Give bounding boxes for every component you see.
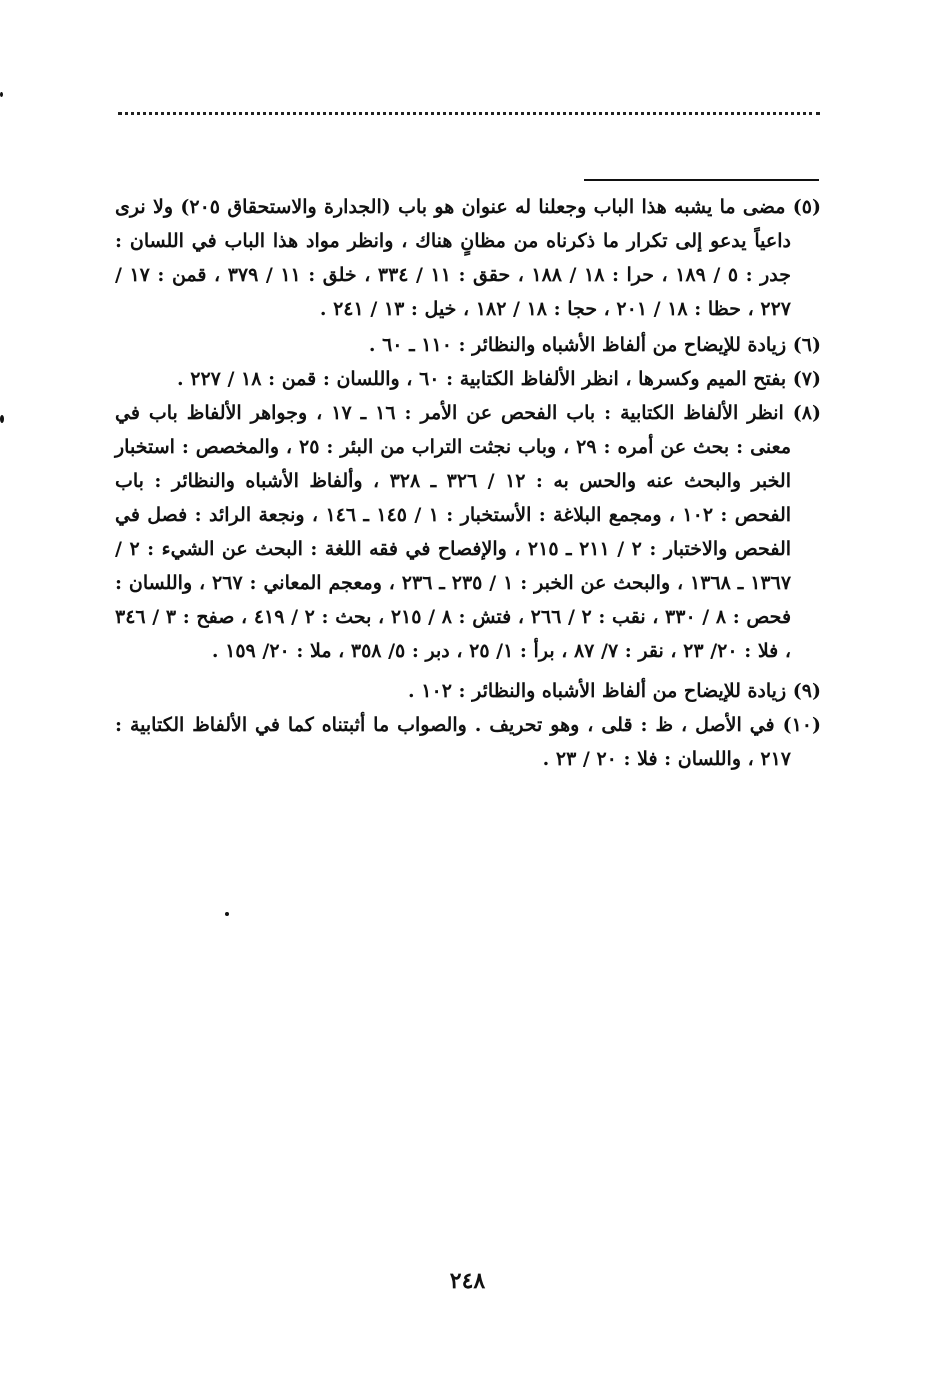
footnote-text: مضى ما يشبه هذا الباب وجعلنا له عنوان هو باب (الجدارة والاستحقاق ٢٠٥) ولا نرى داعياً يدعو إلى تكرار ما ذكرناه من مظانٍ هناك ، وانظر مواد هذا الباب في اللسان : جدر : ٥ / ١٨٩ ، حرا : ١٨ / ١٨٨ ، حقق : ١١ / ٣٣٤ ، خلق : ١١ / ٣٧٩ ، قمن : ١٧ / ٢٢٧ ، حظا : ١٨ / ٢٠١ ، حجا : ١٨ / ١٨٢ ، خيل : ١٣ / ٢٤١ . bbox=[115, 196, 792, 320]
footnote-text: انظر الألفاظ الكتابية : باب الفحص عن الأمر : ١٦ ـ ١٧ ، وجواهر الألفاظ باب في معنى : بحث عن أمره : ٢٩ ، وباب نجثت التراب من البئر : ٢٥ ، والمخصص : استخبار الخبر والبحث عنه والحس به : ١٢ / ٣٢٦ ـ ٣٢٨ ، وألفاظ الأشباه والنظائر : باب الفحص : ١٠٢ ، ومجمع البلاغة : الأستخبار : ١ / ١٤٥ ـ ١٤٦ ، ونجعة الرائد : فصل في الفحص والاختبار : ٢ / ٢١١ ـ ٢١٥ ، والإفصاح في فقه اللغة : البحث عن الشيء : ٢ / ١٣٦٧ ـ ١٣٦٨ ، والبحث عن الخبر : ١ / ٢٣٥ ـ ٢٣٦ ، ومعجم المعاني : ٢٦٧ ، واللسان : فحص : ٨ / ٣٣٠ ، نقب : ٢ / ٢٦٦ ، فتش : ٨ / ٢١٥ ، بحث : ٢ / ٤١٩ ، صفح : ٣ / ٣٤٦ ، فلا : ٢٠/ ٢٣ ، نقر : ٧/ ٨٧ ، برأ : ١/ ٢٥ ، دبر : ٥/ ٣٥٨ ، ملا : ٢٠/ ١٥٩ . bbox=[115, 402, 792, 662]
scan-speck bbox=[0, 415, 4, 423]
footnote-number: (٦) bbox=[792, 334, 821, 356]
footnote-10 bbox=[115, 708, 821, 776]
footnote-text: بفتح الميم وكسرها ، انظر الألفاظ الكتابية : ٦٠ ، واللسان : قمن : ١٨ / ٢٢٧ . bbox=[177, 368, 787, 390]
footnote-number: (١٠) bbox=[782, 714, 821, 736]
footnote-number: (٧) bbox=[792, 368, 821, 390]
scan-speck bbox=[225, 912, 229, 916]
footnote-9 bbox=[115, 674, 821, 708]
footnote-number: (٩) bbox=[792, 680, 821, 702]
footnotes-block bbox=[115, 190, 821, 776]
scan-speck bbox=[0, 92, 3, 97]
page-number: ٢٤٨ bbox=[449, 1268, 486, 1294]
footnote-6 bbox=[115, 328, 821, 362]
dotted-separator bbox=[118, 112, 820, 115]
footnote-8 bbox=[115, 396, 821, 668]
footnote-number: (٨) bbox=[792, 402, 822, 424]
footnote-text: زيادة للإيضاح من ألفاظ الأشباه والنظائر : ١١٠ ـ ٦٠ . bbox=[368, 334, 787, 356]
footnote-separator-line bbox=[584, 179, 819, 181]
footnote-7 bbox=[115, 362, 821, 396]
footnote-number: (٥) bbox=[792, 196, 821, 218]
footnote-text: في الأصل ، ظ : قلى ، وهو تحريف . والصواب ما أثبتناه كما في الألفاظ الكتابية : ٢١٧ ، واللسان : فلا : ٢٠ / ٢٣ . bbox=[115, 714, 791, 770]
footnote-text: زيادة للإيضاح من ألفاظ الأشباه والنظائر : ١٠٢ . bbox=[408, 680, 787, 702]
footnote-5 bbox=[115, 190, 821, 326]
